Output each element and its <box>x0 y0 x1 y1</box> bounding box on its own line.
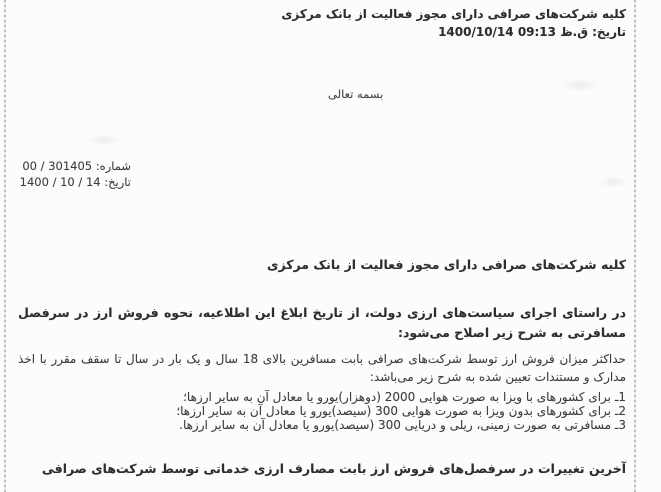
closing-line: آخرین تغییرات در سرفصل‌های فروش ارز بابت مصارف ارزی خدماتی توسط شرکت‌های صرافی <box>41 461 626 476</box>
addressee-line: کلیه شرکت‌های صرافی دارای مجوز فعالیت از بانک مرکزی <box>267 257 626 272</box>
rule-paragraph: حداکثر میزان فروش ارز توسط شرکت‌های صرافی بابت مسافرین بالای 18 سال و یک بار در سال تا سقف مقرر با اخذ مدارک و مستندات تعیین شده به شرح زیر می‌باشد: <box>18 352 626 384</box>
left-margin-guide-line <box>4 0 6 492</box>
scan-noise-smudge <box>598 176 628 188</box>
list-item: 3ـ مسافرتی به صورت زمینی، ریلی و دریایی 300 (سیصد)یورو یا معادل آن به سایر ارزها. <box>179 418 626 432</box>
letter-meta <box>18 159 131 190</box>
print-header <box>281 5 626 41</box>
print-header-title: کلیه شرکت‌های صرافی دارای مجوز فعالیت از بانک مرکزی <box>281 7 626 21</box>
besmellah-text: بسمه تعالی <box>328 87 384 101</box>
right-margin-guide-line <box>634 0 636 492</box>
letter-date: تاریخ: 14 / 10 / 1400 <box>19 174 131 189</box>
intro-paragraph: در راستای اجرای سیاست‌های ارزی دولت، از تاریخ ابلاغ این اطلاعیه، نحوه فروش ارز در سرفصل مسافرتی به شرح زیر اصلاح می‌شود: <box>18 305 626 340</box>
list-item: 1ـ برای کشورهای با ویزا به صورت هوایی 2000 (دوهزار)یورو یا معادل آن به سایر ارزها؛ <box>183 390 626 404</box>
scan-noise-smudge <box>88 134 122 146</box>
scan-noise-smudge <box>560 78 600 92</box>
letter-number: شماره: 301405 / 00 <box>22 159 131 173</box>
allowance-list <box>176 390 626 432</box>
print-header-datetime: تاریخ: ق.ظ 09:13 1400/10/14 <box>438 25 626 39</box>
list-item: 2ـ برای کشورهای بدون ویزا به صورت هوایی 300 (سیصد)یورو یا معادل آن به سایر ارزها؛ <box>176 404 626 418</box>
